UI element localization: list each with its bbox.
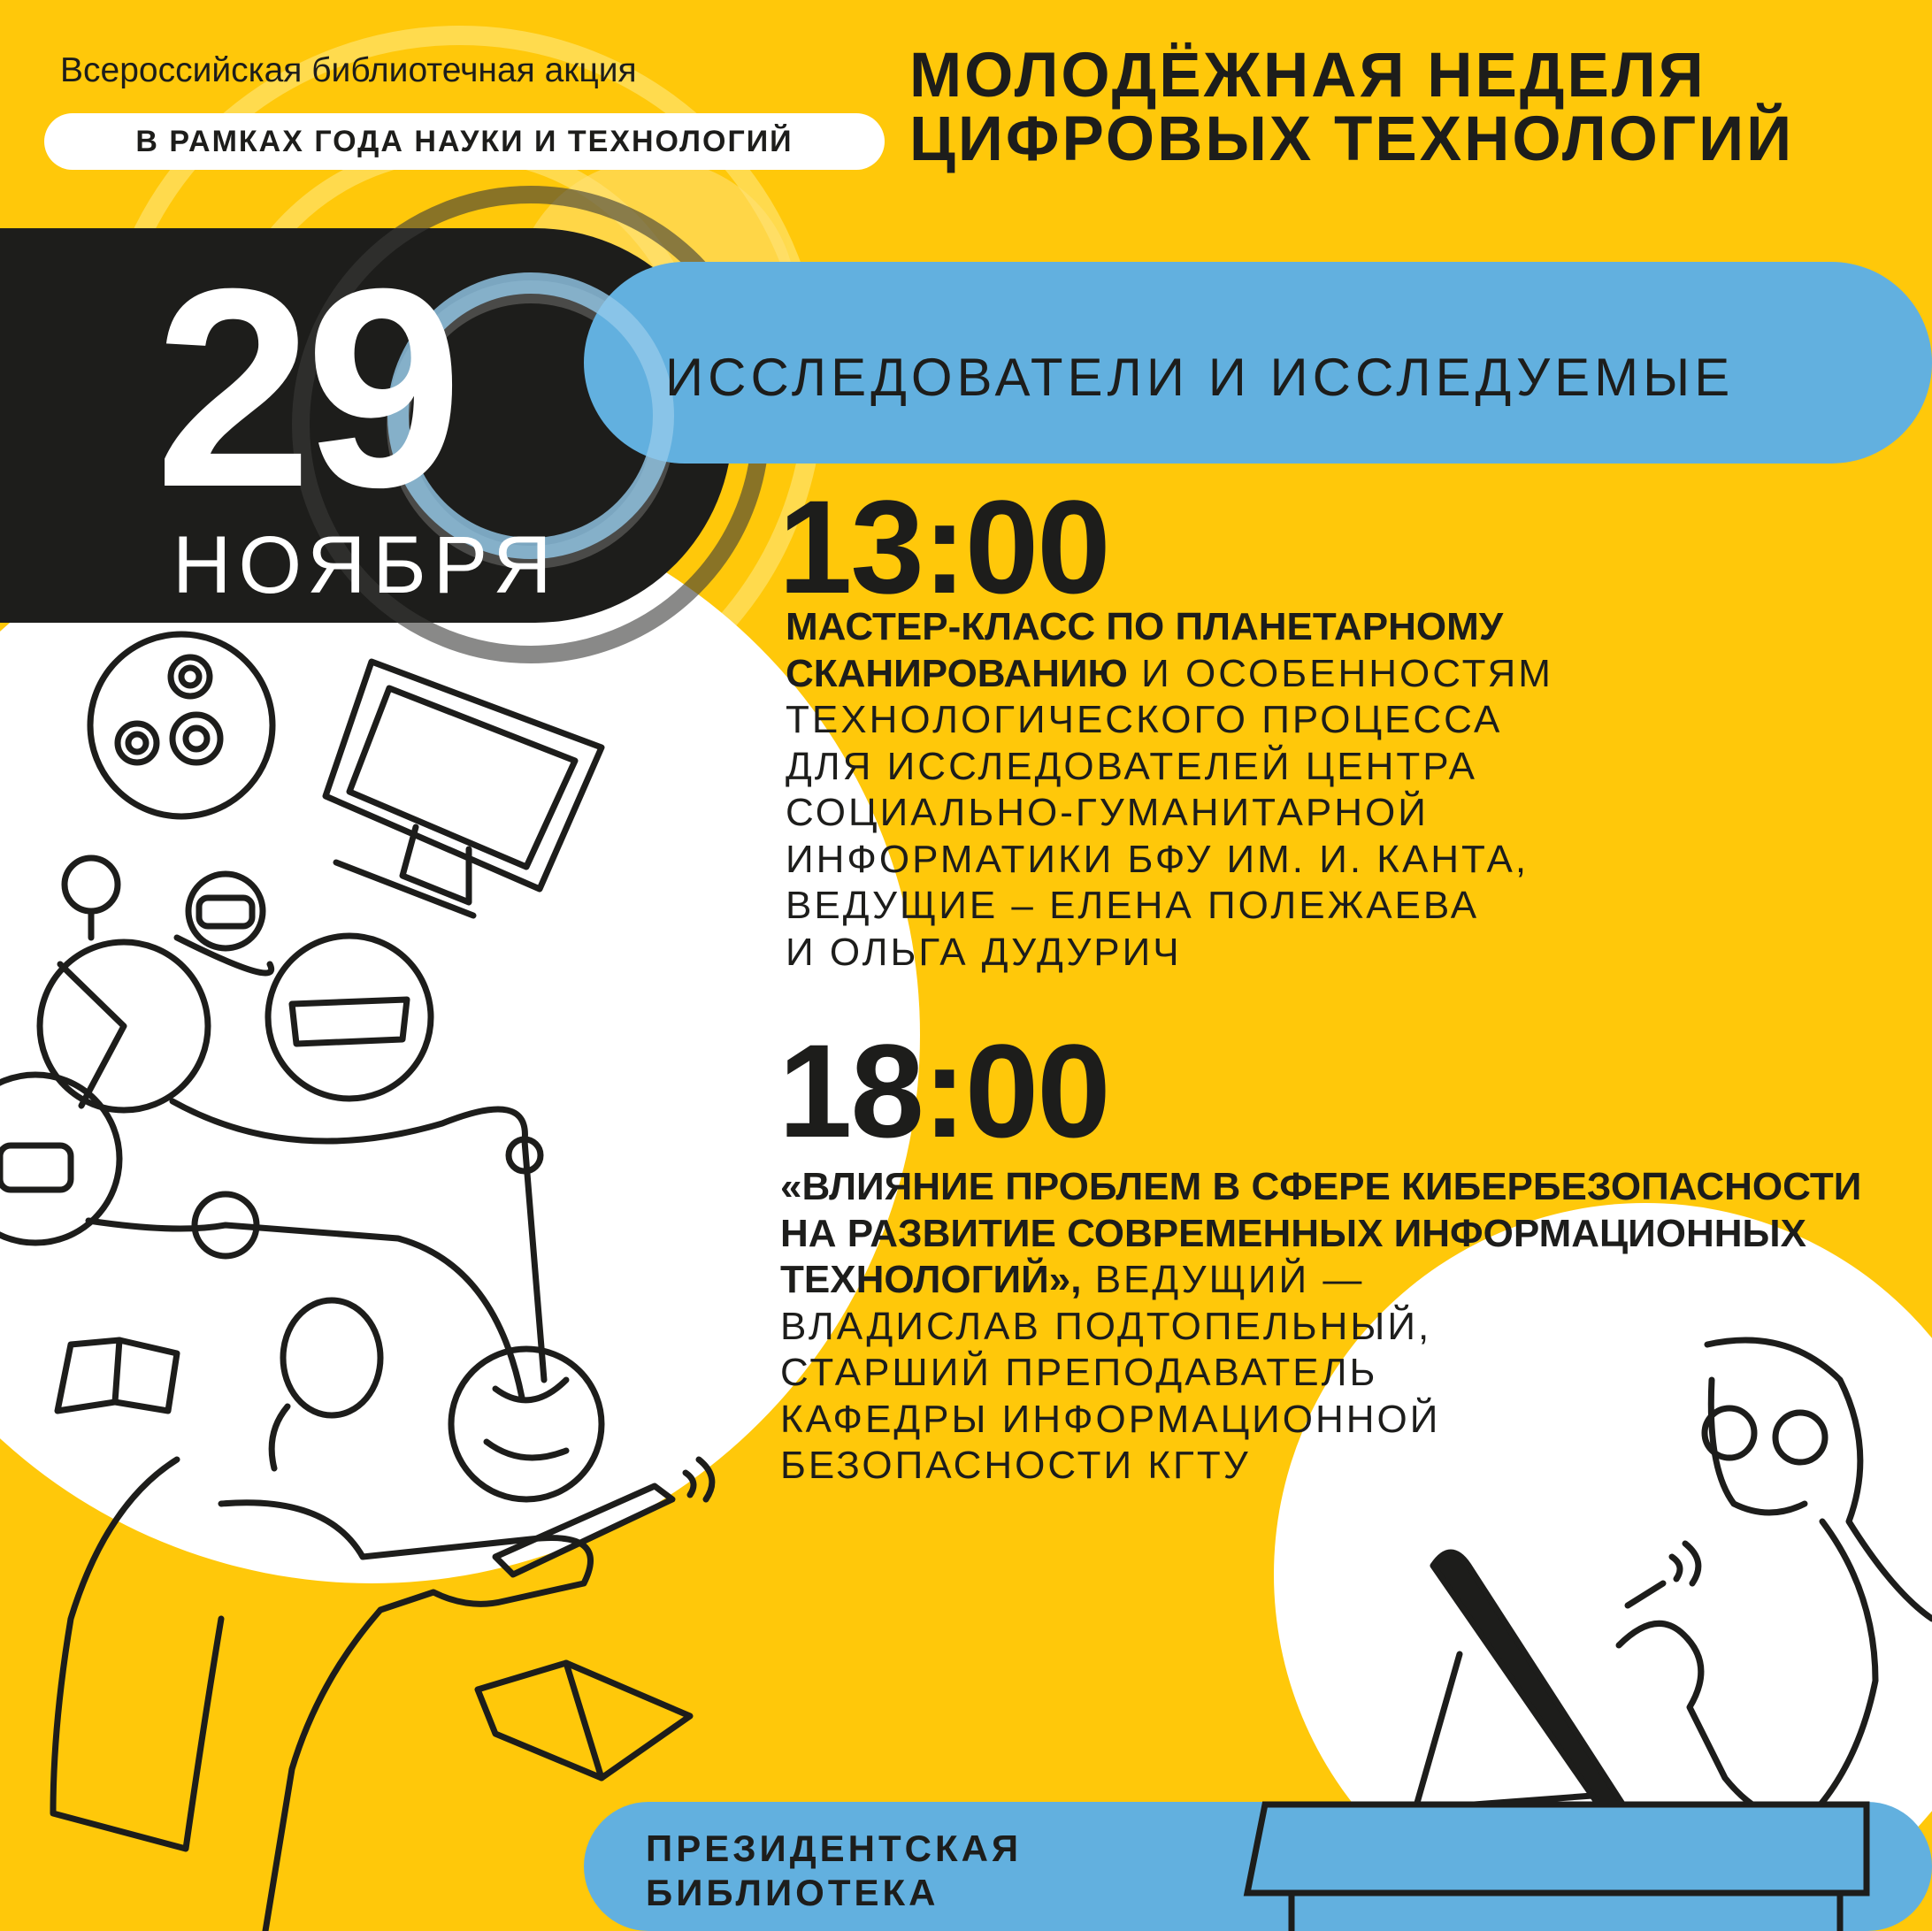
event2-line: КАФЕДРЫ ИНФОРМАЦИОННОЙ <box>780 1397 1441 1441</box>
year-pill <box>44 113 885 170</box>
desk <box>1247 1805 1867 1893</box>
year-pill-text: В РАМКАХ ГОДА НАУКИ И ТЕХНОЛОГИЙ <box>135 124 794 158</box>
event-description-1 <box>786 604 1553 976</box>
organizer-name <box>646 1827 1022 1915</box>
event-description-2 <box>780 1164 1861 1490</box>
event2-line: СТАРШИЙ ПРЕПОДАВАТЕЛЬ <box>780 1351 1378 1394</box>
event2-title-bold-1: «ВЛИЯНИЕ ПРОБЛЕМ В СФЕРЕ КИБЕРБЕЗОПАСНОСТИ <box>780 1165 1862 1208</box>
theme-title: ИССЛЕДОВАТЕЛИ И ИССЛЕДУЕМЫЕ <box>665 348 1735 407</box>
event1-line: ТЕХНОЛОГИЧЕСКОГО ПРОЦЕССА <box>786 698 1503 741</box>
main-title-line2: ЦИФРОВЫХ ТЕХНОЛОГИЙ <box>909 104 1795 174</box>
event2-title-bold-3: ТЕХНОЛОГИЙ», <box>780 1258 1082 1301</box>
event-time-1: 13:00 <box>778 472 1109 621</box>
main-title <box>909 41 1795 174</box>
event-time-2: 18:00 <box>778 1016 1109 1165</box>
event1-line: ДЛЯ ИССЛЕДОВАТЕЛЕЙ ЦЕНТРА <box>786 744 1478 788</box>
organizer-line2: БИБЛИОТЕКА <box>646 1872 939 1913</box>
event2-line: ВЛАДИСЛАВ ПОДТОПЕЛЬНЫЙ, <box>780 1304 1432 1348</box>
organizer-line1: ПРЕЗИДЕНТСКАЯ <box>646 1828 1023 1869</box>
date-day: 29 <box>155 229 456 546</box>
event1-title-bold-1: МАСТЕР-КЛАСС ПО ПЛАНЕТАРНОМУ <box>786 605 1504 648</box>
event1-line2-rest: И ОСОБЕННОСТЯМ <box>1127 651 1553 695</box>
event1-title-bold-2: СКАНИРОВАНИЮ <box>786 651 1128 695</box>
main-title-line1: МОЛОДЁЖНАЯ НЕДЕЛЯ <box>909 41 1706 111</box>
event2-title-bold-2: НА РАЗВИТИЕ СОВРЕМЕННЫХ ИНФОРМАЦИОННЫХ <box>780 1211 1806 1255</box>
event2-line: БЕЗОПАСНОСТИ КГТУ <box>780 1444 1251 1487</box>
event1-line: ИНФОРМАТИКИ БФУ ИМ. И. КАНТА, <box>786 837 1530 881</box>
event2-line3-rest: ВЕДУЩИЙ — <box>1081 1258 1365 1301</box>
event1-line: И ОЛЬГА ДУДУРИЧ <box>786 930 1182 974</box>
event1-line: ВЕДУЩИЕ – ЕЛЕНА ПОЛЕЖАЕВА <box>786 884 1480 927</box>
event1-line: СОЦИАЛЬНО-ГУМАНИТАРНОЙ <box>786 791 1429 834</box>
event-caption: Всероссийская библиотечная акция <box>60 51 637 89</box>
date-month: НОЯБРЯ <box>172 520 559 610</box>
